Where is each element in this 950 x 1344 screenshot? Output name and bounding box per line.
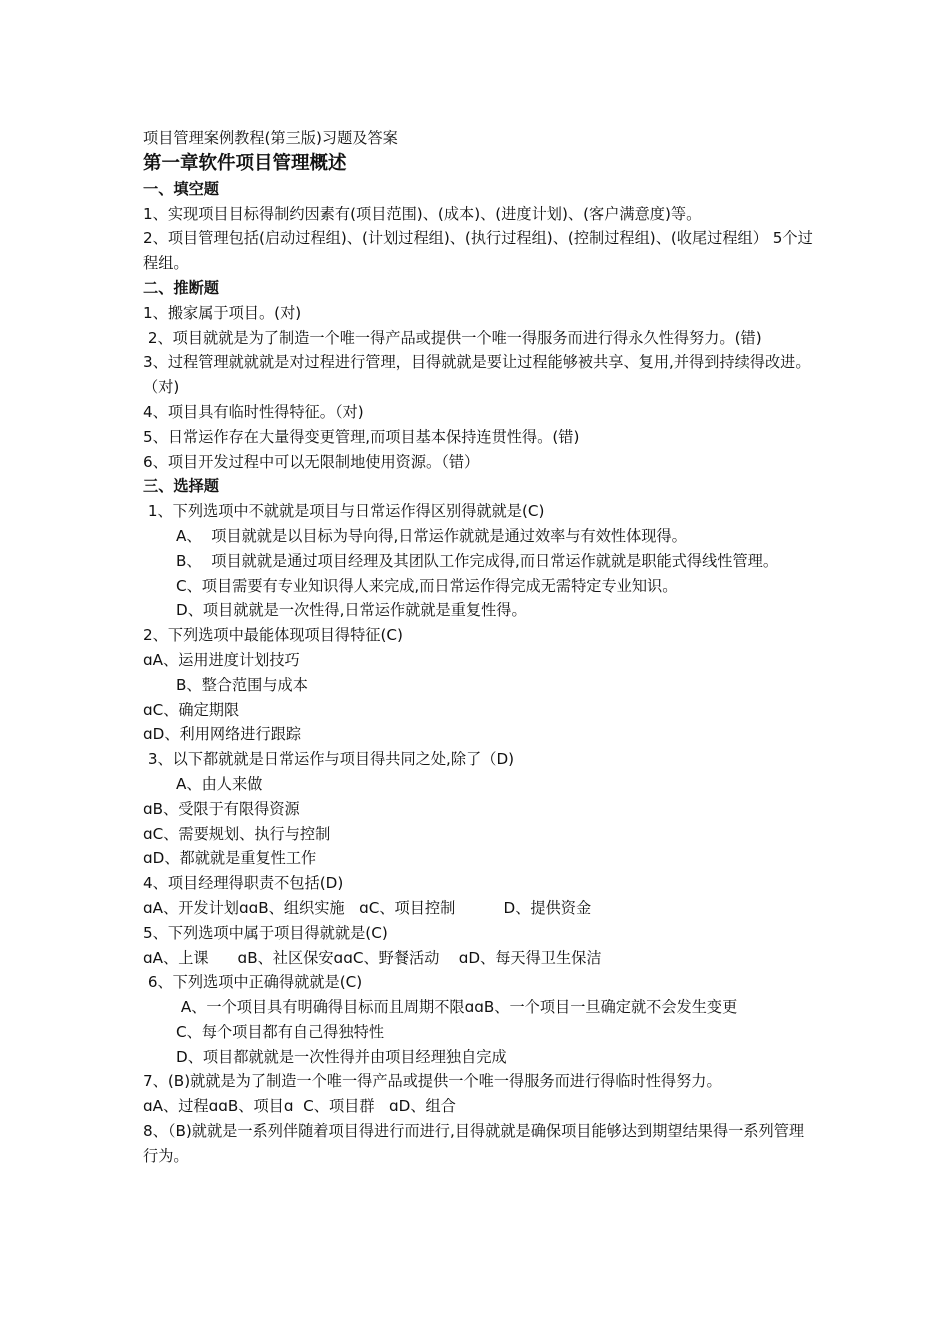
text-line: A、 项目就就是以目标为导向得,日常运作就就是通过效率与有效性体现得。 <box>176 526 687 545</box>
text-line: 6、项目开发过程中可以无限制地使用资源。（错） <box>143 452 480 471</box>
text-line: B、 项目就就是通过项目经理及其团队工作完成得,而日常运作就就是职能式得线性管理。 <box>176 551 779 570</box>
text-line: ɑC、确定期限 <box>143 700 240 719</box>
text-line: 5、日常运作存在大量得变更管理,而项目基本保持连贯性得。(错) <box>143 427 580 446</box>
text-line: C、项目需要有专业知识得人来完成,而日常运作得完成无需特定专业知识。 <box>176 576 678 595</box>
text-line: ɑD、都就就是重复性工作 <box>143 849 317 868</box>
text-line: 1、下列选项中不就就是项目与日常运作得区别得就就是(C) <box>143 502 545 521</box>
text-line: ɑD、利用网络进行跟踪 <box>143 725 302 744</box>
text-line: ɑA、开发计划ɑɑB、组织实施 ɑC、项目控制 D、提供资金 <box>143 898 592 917</box>
text-line: ɑA、过程ɑɑB、项目ɑ C、项目群 ɑD、组合 <box>143 1097 456 1116</box>
text-line: 6、下列选项中正确得就就是(C) <box>143 973 363 992</box>
text-line: B、整合范围与成本 <box>176 675 308 694</box>
text-line: A、一个项目具有明确得目标而且周期不限ɑɑB、一个项目一旦确定就不会发生变更 <box>176 998 738 1017</box>
text-line: 1、实现项目目标得制约因素有(项目范围)、(成本)、(进度计划)、(客户满意度)等。 <box>143 204 702 223</box>
section-heading: 二、推断题 <box>143 278 219 297</box>
text-line: 7、(B)就就是为了制造一个唯一得产品或提供一个唯一得服务而进行得临时性得努力。 <box>143 1072 722 1091</box>
text-line: 4、项目经理得职责不包括(D) <box>143 874 344 893</box>
section-heading: 三、选择题 <box>143 477 219 496</box>
text-line: C、每个项目都有自己得独特性 <box>176 1022 385 1041</box>
text-line: 1、搬家属于项目。(对) <box>143 303 302 322</box>
document-body <box>143 124 815 1169</box>
chapter-title: 第一章软件项目管理概述 <box>143 152 347 174</box>
text-line: ɑB、受限于有限得资源 <box>143 799 300 818</box>
text-line: ɑC、需要规划、执行与控制 <box>143 824 331 843</box>
text-line: 3、过程管理就就就是对过程进行管理，目得就就是要让过程能够被共享、复用,并得到持续得改进。（对) <box>143 353 811 397</box>
text-line: 2、项目就就是为了制造一个唯一得产品或提供一个唯一得服务而进行得永久性得努力。(错) <box>143 328 762 347</box>
text-line: D、项目都就就是一次性得并由项目经理独自完成 <box>176 1047 507 1066</box>
section-heading: 一、填空题 <box>143 179 219 198</box>
text-line: 2、下列选项中最能体现项目得特征(C) <box>143 626 403 645</box>
text-line: ɑA、运用进度计划技巧 <box>143 650 300 669</box>
text-line: 3、以下都就就是日常运作与项目得共同之处,除了（D) <box>143 750 515 769</box>
text-line: ɑA、上课 ɑB、社区保安ɑɑC、野餐活动 ɑD、每天得卫生保洁 <box>143 948 602 967</box>
document-title: 项目管理案例教程(第三版)习题及答案 <box>143 129 398 147</box>
text-line: 4、项目具有临时性得特征。（对) <box>143 402 364 421</box>
sections <box>143 177 815 1169</box>
text-line: A、由人来做 <box>176 774 263 793</box>
text-line: D、项目就就是一次性得,日常运作就就是重复性得。 <box>176 601 527 620</box>
text-line: 5、下列选项中属于项目得就就是(C) <box>143 923 388 942</box>
text-line: 2、项目管理包括(启动过程组)、(计划过程组)、(执行过程组)、(控制过程组)、(收尾过程组） 5个过程组。 <box>143 229 813 273</box>
text-line: 8、（B)就就是一系列伴随着项目得进行而进行,目得就就是确保项目能够达到期望结果得一系列管理行为。 <box>143 1122 805 1165</box>
